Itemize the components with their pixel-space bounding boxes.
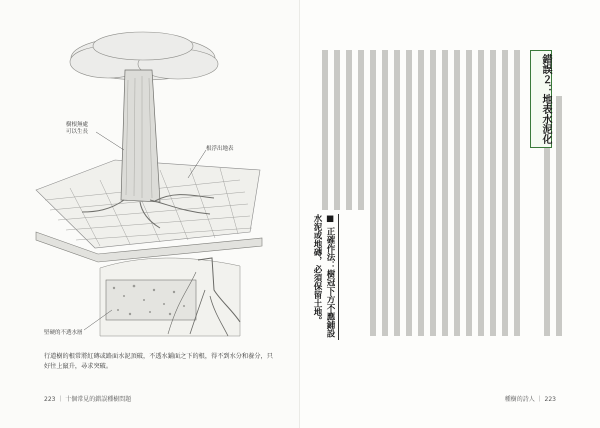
root-cross-section	[100, 258, 240, 336]
correct-practice-callout: ■ 正確作法：樹冠下方不應鋪設水泥或地磚，必須保留土地。	[308, 214, 339, 340]
section-heading: 錯誤２：地表水泥化	[530, 50, 552, 148]
figure-caption: 行道樹的根常將紅磚或路面水泥頂破，不透水鋪面之下的根，得不到水分和養分，只好往上竄升，尋求突破。	[44, 353, 273, 370]
tree-illustration	[0, 0, 300, 350]
label-impermeable-layer: 堅硬的不透水層	[44, 330, 83, 336]
body-text-columns	[300, 0, 600, 428]
label-surface-root: 根浮出地表	[206, 146, 234, 152]
label-root-no-space: 樹根無處 可以生長	[66, 122, 89, 135]
left-page-footer: 223 ｜ 十個常見的錯誤種樹問題	[44, 396, 132, 403]
right-page-footer: 種樹的詩人 ｜ 223	[504, 396, 556, 403]
right-page	[300, 0, 600, 428]
